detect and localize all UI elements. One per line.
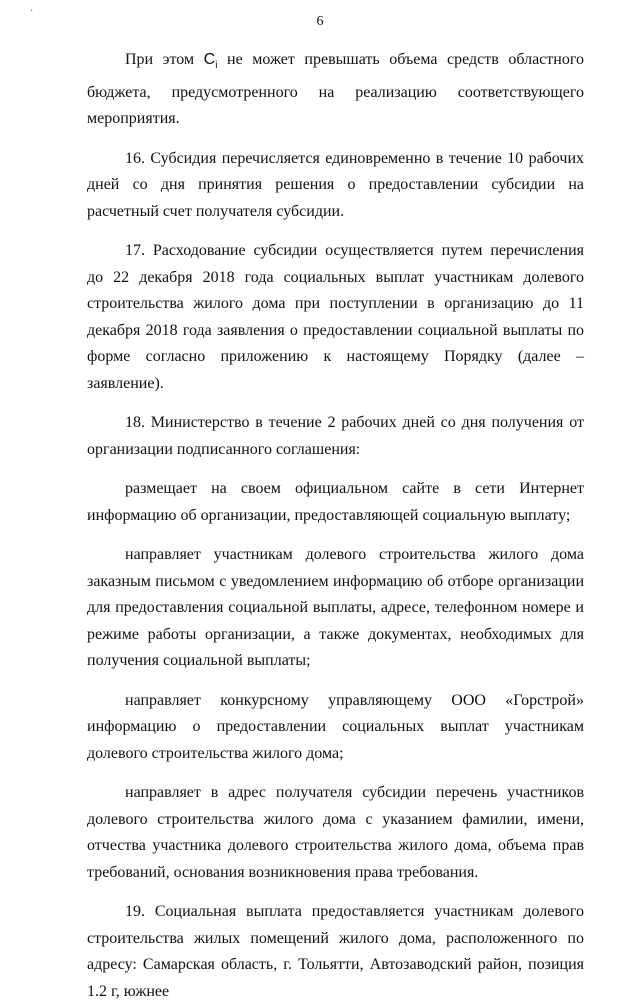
scan-mark: · [30,6,34,17]
paragraph-text: не может превышать объема средств областного бюджета, предусмотренного на реализацию соответствующего мероприятия. [87,51,584,128]
paragraph-17: 17. Расходование субсидии осуществляется путем перечисления до 22 декабря 2018 года социальных выплат участникам долевого строительства жилого дома при поступлении в организацию до 11 декабря 2018 года заявления о предоставлении социальной выплаты по форме согласно приложению к настоящему Порядку (далее – заявление). [87,242,584,392]
document-body [87,47,584,1005]
paragraph-c1-limit [87,47,584,133]
paragraph-18-item-manager: направляет конкурсному управляющему ООО «Горстрой» информацию о предоставлении социальных выплат участникам долевого строительства жилого дома; [87,691,584,762]
paragraph-18-item-website: размещает на своем официальном сайте в сети Интернет информацию об организации, предоставляющей социальную выплату; [87,480,584,524]
paragraph-19: 19. Социальная выплата предоставляется участникам долевого строительства жилых помещений жилого дома, расположенного по адресу: Самарская область, г. Тольятти, Автозаводский район, позиция 1.2 г, южнее [87,903,584,1000]
paragraph-18: 18. Министерство в течение 2 рабочих дней со дня получения от организации подписанного соглашения: [87,414,584,458]
paragraph-18-item-letter: направляет участникам долевого строительства жилого дома заказным письмом с уведомлением информацию об отборе организации для предоставления социальной выплаты, адресе, телефонном номере и режиме работы организации, а также документах, необходимых для получения социальной выплаты; [87,546,584,670]
paragraph-text: При этом [125,51,204,68]
paragraph-16: 16. Субсидия перечисляется единовременно в течение 10 рабочих дней со дня принятия решения о предоставлении субсидии на расчетный счет получателя субсидии. [87,149,584,220]
page-number: 6 [316,14,324,29]
paragraph-18-item-list: направляет в адрес получателя субсидии перечень участников долевого строительства жилого дома с указанием фамилии, имени, отчества участника долевого строительства жилого дома, объема прав требований, основания возникновения права требования. [87,784,584,881]
variable-c-i: $C_i$ [203,51,218,72]
